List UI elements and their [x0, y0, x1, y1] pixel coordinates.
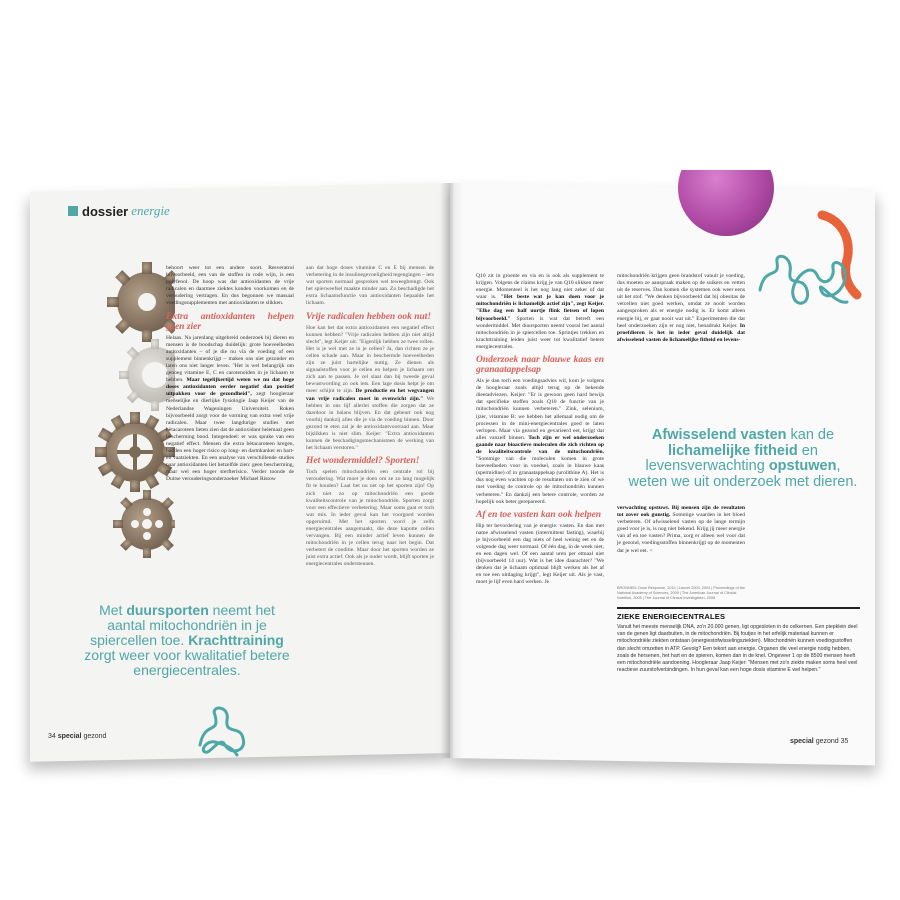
col4-cont-bold: verwachting opstuwt. Bij mensen zijn de resultaten tot zover ook gunstig.	[617, 505, 745, 519]
left-pull-bold-2: Krachttraining	[188, 632, 284, 648]
left-pull-text: Met	[99, 602, 127, 618]
col2-bold: De productie en het wegvangen van vrije radicalen moet in evenwicht zijn."	[306, 388, 434, 402]
teal-squiggle-top	[755, 250, 855, 315]
teal-squiggle-bottom	[195, 700, 255, 760]
dossier-header	[68, 203, 170, 219]
right-folio-word: gezond	[815, 738, 839, 745]
right-column-2	[617, 273, 745, 347]
left-pull-text-3: zorgt weer voor kwalitatief betere energiecentrales.	[84, 647, 290, 678]
subhead-vasten: Af en toe vasten kan ook helpen	[476, 509, 602, 520]
col3-fast: Hip ter bevordering van je energie: vasten. En dan met name afwisselend vasten (intermittent fasting), waarbij je bijvoorbeeld een dag niets of heel weinig eet en de volgende dag weer normaal. Of één dag, in de week niet, en een dagen wel. Of een aantal uren per etmaal niet (bijvoorbeeld 14 uur). Wat is het idee daarachter? "We denken dat je lichaam optimaal blijft werken als het af en toe een uitdaging krijgt", legt Keijer uit. Als je vast, moet je lijf even hard werken. Je	[476, 522, 604, 586]
header-square-icon	[68, 206, 78, 216]
sources: BRONNEN: Dose Response, 2014 | Lancet 2003, 2004 | Proceedings of the National Academy of Sciences, 2009 | The American Journal of Clinical Nutrition, 2005 | The Journal of Clinical Investigation, 2008	[617, 586, 745, 600]
right-pull-text-2: en levensverwachting	[645, 442, 818, 474]
right-folio-brand: special	[790, 738, 814, 745]
right-page-number: 35	[840, 738, 849, 745]
right-pull-bold-3: opstuwen	[768, 458, 837, 474]
col3-tail: Sporten is wat dat betreft een wondermiddel. Met duursporten neemt vooral het aantal mitochondriën in je spiercellen toe. Sprintjes trekken en krachttraining leiden juist weer tot kwalitatief betere energiecentrales.	[476, 315, 604, 350]
subhead-extra-antioxidanten: Extra antioxidanten helpen geen zier	[166, 311, 294, 332]
right-pull-bold-2: lichamelijke fitheid	[668, 442, 798, 459]
col3-bold-2: Toch zijn er wel onderzoeken gaande naar bioactieve moleculen die zich richten op de kwaliteitscontrole van de mitochondriën.	[476, 434, 604, 455]
header-topic: energie	[131, 203, 170, 218]
header-section: dossier	[82, 203, 129, 219]
col2-tail: We hebben in ons lijf allerlei stoffen die zorgen dat ze daardoor in balans blijven. En dat gebeurt ook nog voorbij dankzij alles die je via de voeding binnen. Door gezond te eten zal je de antioxidantvoorraad aan. Maar bijslikken is niet slim. Keijer: "Extra antioxidanten kunnen de beschadigingsmechanismen de werking van het lichaam verstoren."	[306, 395, 434, 452]
col2-intro: aan dat hoge doses vitamine C en E bij mensen de verbetering in de insulinegevoeligheid tegengingen – iets wat sporten normaal gesproken wel teweegbrengt. Ook het spierweefsel maakte minder aan. Zo beschadigde het extra lichaamsfunctie van antioxidanten bepaalde het lichaam.	[306, 265, 434, 307]
col2-body: Hoe kan het dat extra antioxidanten een negatief effect kunnen hebben? "Vrije radicalen hebben zijn niet altijd slecht", legt Keijer uit. "Eigenlijk hebben ze twee rollen. Het is je wel met ze in je cellen? Ja, dan richten ze je cellen schade aan. Maar in beschermde hoeveelheden zijn ze juist hartelijke nuttig. Ze dienen als signaalstoffen voor je cellen en helpen je lichaam om zich aan te passen. Je cel slaat dan bij tweede geval bewustwording zo ook iets. Een lage dosis helpt je om meer schijnt te zijn.	[306, 324, 434, 395]
col4-bold: In proefdieren is het in ieder geval duidelijk dat afwisselend vasten de lichamelijke fitheid en levens-	[617, 322, 745, 343]
col3-bold: "Het beste wat je kan doen voor je mitochondriën is lichamelijk actief zijn", zegt Keijer. "Elke dag een half uurtje flink fietsen of lopen bijvoorbeeld."	[476, 294, 604, 322]
purple-sphere	[670, 170, 780, 250]
info-box	[617, 607, 860, 674]
left-pull-bold-1: duursporten	[126, 602, 209, 618]
gears-icon	[95, 262, 175, 562]
col3-intro: Q10 zit in groente en vis en is ook als supplement te krijgen. Volgens de claims krijg je van Q10 slikken meer energie. Momenteel is het nog lang niet zeker of dat waar is.	[476, 273, 604, 301]
col2-sport: Toch spelen mitochondriën een centrale rol bij veroudering. Wat moet je doen om ze zo lang mogelijk fit te houden? Laat het nu net op het sporten zijn! Op zich niet zo op mitochondriën een goede kwaliteitscontrole van je mitochondriën. Sporten zorgt voor een effectieve verbetering. Maar soms gaat er toch wat mis. In ieder geval kan het voorgoed worden opgeruimd. Met het sporten word je zelfs energiecentrales aangemaakt, die deze kapotte cellen vervangen. Bij een minder actief leven kunnen de mitochondriën in je cellen terug naar het begin. Dat verbetert de conditie. Maar door het sporten worden ze juist extra actief. Ook als je ouder wordt, blijft sporten je energiecentrales ondersteunen.	[306, 469, 434, 568]
right-column-1	[476, 273, 604, 590]
left-pull-text-2: neemt het aantal mitochondriën in je spiercellen toe.	[90, 602, 275, 648]
info-box-title: ZIEKE ENERGIECENTRALES	[617, 612, 726, 621]
page-gutter	[440, 183, 464, 758]
col1-bold: Maar tegelijkertijd weten we nu dat hoge doses antioxidanten eerder negatief dan positief uitpakken voor de gezondheid",	[166, 377, 294, 398]
left-page-number: 34	[48, 733, 56, 740]
left-pull-quote	[82, 603, 292, 678]
squiggle-icon	[195, 700, 255, 760]
gears-illustration	[95, 262, 175, 562]
col3-tail-2: "Sommige van die moleculen komen in grote hoeveelheden voor in voedsel, zoals in blauwe kaas (spermidine) of in granaatappelsap (urolithine A). Het is dus nog even wachten op de resultaten om te zien of we met voeding de controle op de mitochondriën kunnen verbeteren." En dankzij een betere controle, worden ze hopelijk ook beter gerepareerd.	[476, 456, 604, 505]
left-folio-word: gezond	[83, 733, 107, 740]
col4-intro: mitochondriën krijgen geen brandstof vanuit je voeding, dus moeten ze aanspraak maken op de suikers en vetten uit de reserves. Dan komen die systemen ook weer eens uit het stof. "We denken bijvoorbeeld dat bij obesitas de vetcellen niet goed werken, omdat ze nooit worden aangesproken als er energie nodig is. Er komt alleen energie bij, er gaat nooit wat uit." Experimenten die dat heel onderzoeken zijn er nog niet, benadrukt Keijer.	[617, 273, 745, 329]
subhead-wondermiddel: Het wondermiddel? Sporten!	[306, 456, 420, 467]
subhead-vrije-radicalen: Vrije radicalen hebben ook nut!	[306, 311, 432, 322]
right-column-2-continued	[617, 505, 745, 558]
left-folio-brand: special	[57, 733, 82, 740]
col1-intro: behoort weer tot een andere soort. Resveratrol bijvoorbeeld, een van de stoffen in rode wijn, is een polyfenol. De hoop was dat antioxidanten de vrije radicalen en daarmee ziektes konden voorkomen en de veroudering vertragen. En dus begonnen we massaal voedingssupplementen met antioxidanten te slikken.	[166, 265, 294, 307]
col3-body: Als je dan toch een voedingsadvies wil, kom je volgens de hoogleraar zoals altijd terug op de bekende dieetadviezen. Keijer: "Er is gewoon geen hard bewijs dat specifieke stoffen zoals Q10 de functie van je mitochondriën kunnen verbeteren." Zink, selenium, ijzer, vitamine B: we hebben het allemaal nodig om de processen in de mini-energiecentrales goed te laten verlopen. Maar via gezond en gevarieerd eet, krijgt dat alles vanzelf binnen.	[476, 378, 604, 441]
left-column-2	[306, 265, 434, 572]
subhead-blauwe-kaas: Onderzoek naar blauwe kaas en granaatappelsap	[476, 355, 604, 376]
left-folio	[48, 733, 106, 740]
info-box-rule	[617, 607, 860, 609]
info-box-text: Vanuit het meeste menselijk DNA, zo'n 20.000 genen, ligt opgesloten in de celkernen. Een piepklein deel van de genen ligt daarbuiten, in de mitochondriën. Bij foutjes in het erfelijk materiaal kunnen er mitochondriële ziekten ontstaan (energiestofwisselingsziekten). Mitochondriën kunnen voedingsstoffen dan slecht omzetten in ATP. Gevolg? Een tekort aan energie. Organen die veel energie nodig hebben, zoals de hersenen, het hart en de spieren, komen dan in de knel. Ongeveer 1 op de 8500 mensen heeft een mitochondriële aandoening. Hoogleraar Jaap Keijer: "Mensen met zo'n ziekte maken soms heel veel reactieve zuurstofverbindingen. In hun geval kan een hoge dosis vitamine E wel helpen."	[617, 624, 858, 674]
left-column-1	[166, 265, 294, 487]
right-folio	[790, 738, 848, 745]
right-pull-bold-1: Afwisselend vasten	[651, 427, 787, 443]
col1-tail: zegt hoogleraar menselijke en dierlijke fysiologie Jaap Keijer van de Nederlandse Wageningen Universiteit. Roken bijvoorbeeld zorgt voor de vorming van extra veel vrije radicalen. Maar twee langdurige studies met bètacaroteen lieten zien dat de antioxidant helemaal geen bescherming bood. Integendeel: er was sprake van een negatief effect. Mensen die extra bètacaroteen kregen, hadden een hoger risico op long- en darmkanker en hart- en vaatziekten. En een analyse van verschillende studies naar antioxidanten liet hetzelfde zien: geen bescherming, maar wel een hoger sterfterisico. Verder toonde de Duitse verouderingsonderzoeker Michael Ristow	[166, 391, 294, 483]
right-pull-text-3: , weten we uit onderzoek met dieren.	[628, 458, 858, 490]
squiggle-icon	[755, 250, 855, 315]
right-pull-text-1: kan de	[786, 427, 835, 443]
right-pull-quote	[628, 428, 858, 490]
col4-cont: Sommige waarden in het bloed verbeteren. Of afwisselend vasten op de lange termijn goed voor je is, is nog niet bekend. Krijg jij meer energie van af en toe vasten? Prima, zorg er alleen wel voor dat je gezond, voedingsstoffen binnenkrijgt op de momenten dat je wel eet. <	[617, 512, 745, 554]
col1-body: Helaas. Na jarenlang uitgebreid onderzoek bij dieren en mensen is de boodschap duidelijk: grote hoeveelheden antioxidanten – of je die nu via de voeding of een supplement binnenkrijgt – maken ons niet gezonder en laten ons niet langer leven. "Het is wel belangrijk om genoeg vitamine E, C en carotenoïden in je lichaam te hebben.	[166, 334, 294, 384]
